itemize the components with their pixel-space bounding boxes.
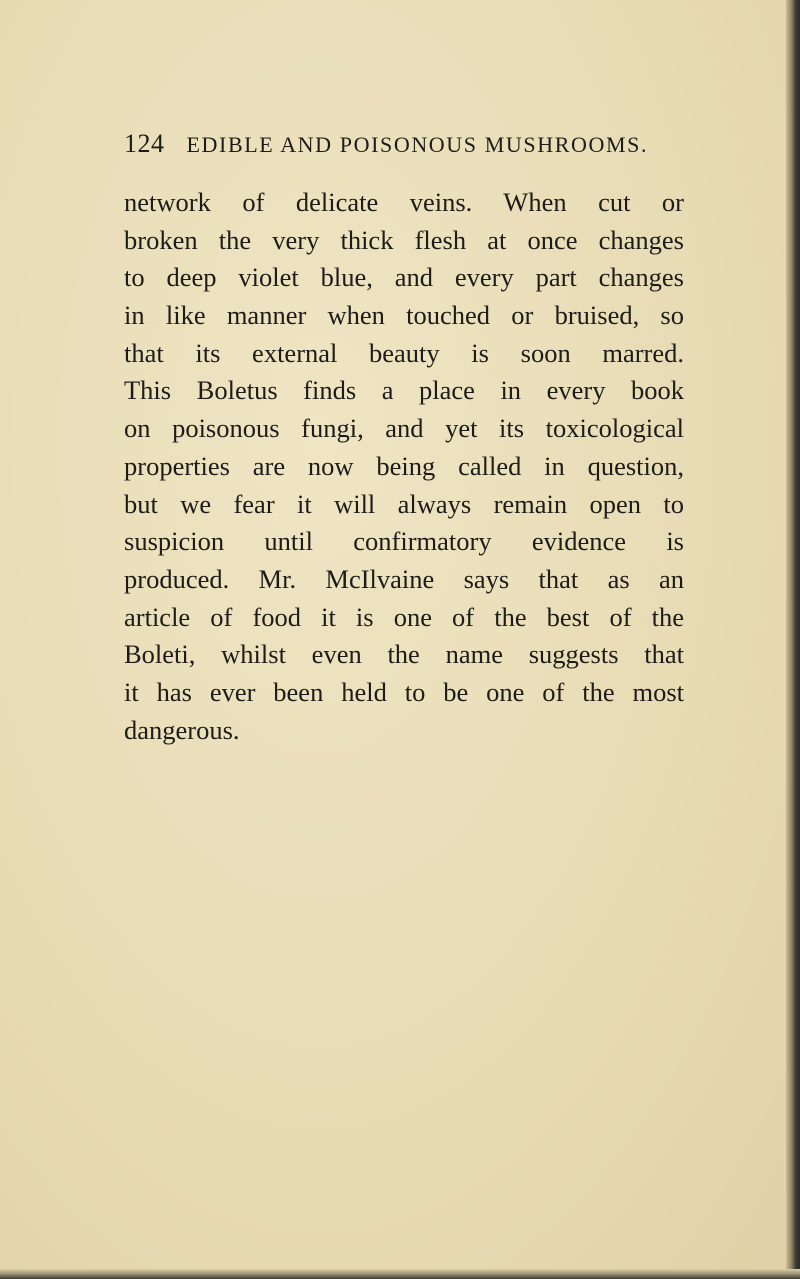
text-line: properties are now being called in question, [124, 450, 684, 481]
text-line: to deep violet blue, and every part changes [124, 262, 684, 293]
running-header [124, 129, 684, 163]
text-line: broken the very thick flesh at once changes [124, 224, 684, 255]
text-line: produced. Mr. McIlvaine says that as an [124, 563, 684, 594]
text-line: it has ever been held to be one of the most [124, 676, 684, 707]
text-line: network of delicate veins. When cut or [124, 187, 684, 217]
page-number: 124 [124, 129, 165, 158]
text-line: that its external beauty is soon marred. [124, 337, 684, 368]
page-edge-shadow [786, 0, 800, 1279]
body-paragraph [124, 184, 684, 749]
text-line: This Boletus finds a place in every book [124, 375, 684, 406]
text-line: suspicion until confirmatory evidence is [124, 526, 684, 557]
text-line: in like manner when touched or bruised, so [124, 300, 684, 331]
text-line: article of food it is one of the best of the [124, 601, 684, 632]
text-line: Boleti, whilst even the name suggests that [124, 639, 684, 670]
text-line: dangerous. [124, 714, 240, 745]
text-line: but we fear it will always remain open to [124, 488, 684, 519]
page-bottom-shadow [0, 1269, 800, 1279]
running-title: EDIBLE AND POISONOUS MUSHROOMS. [186, 132, 649, 157]
text-line: on poisonous fungi, and yet its toxicological [124, 413, 684, 444]
